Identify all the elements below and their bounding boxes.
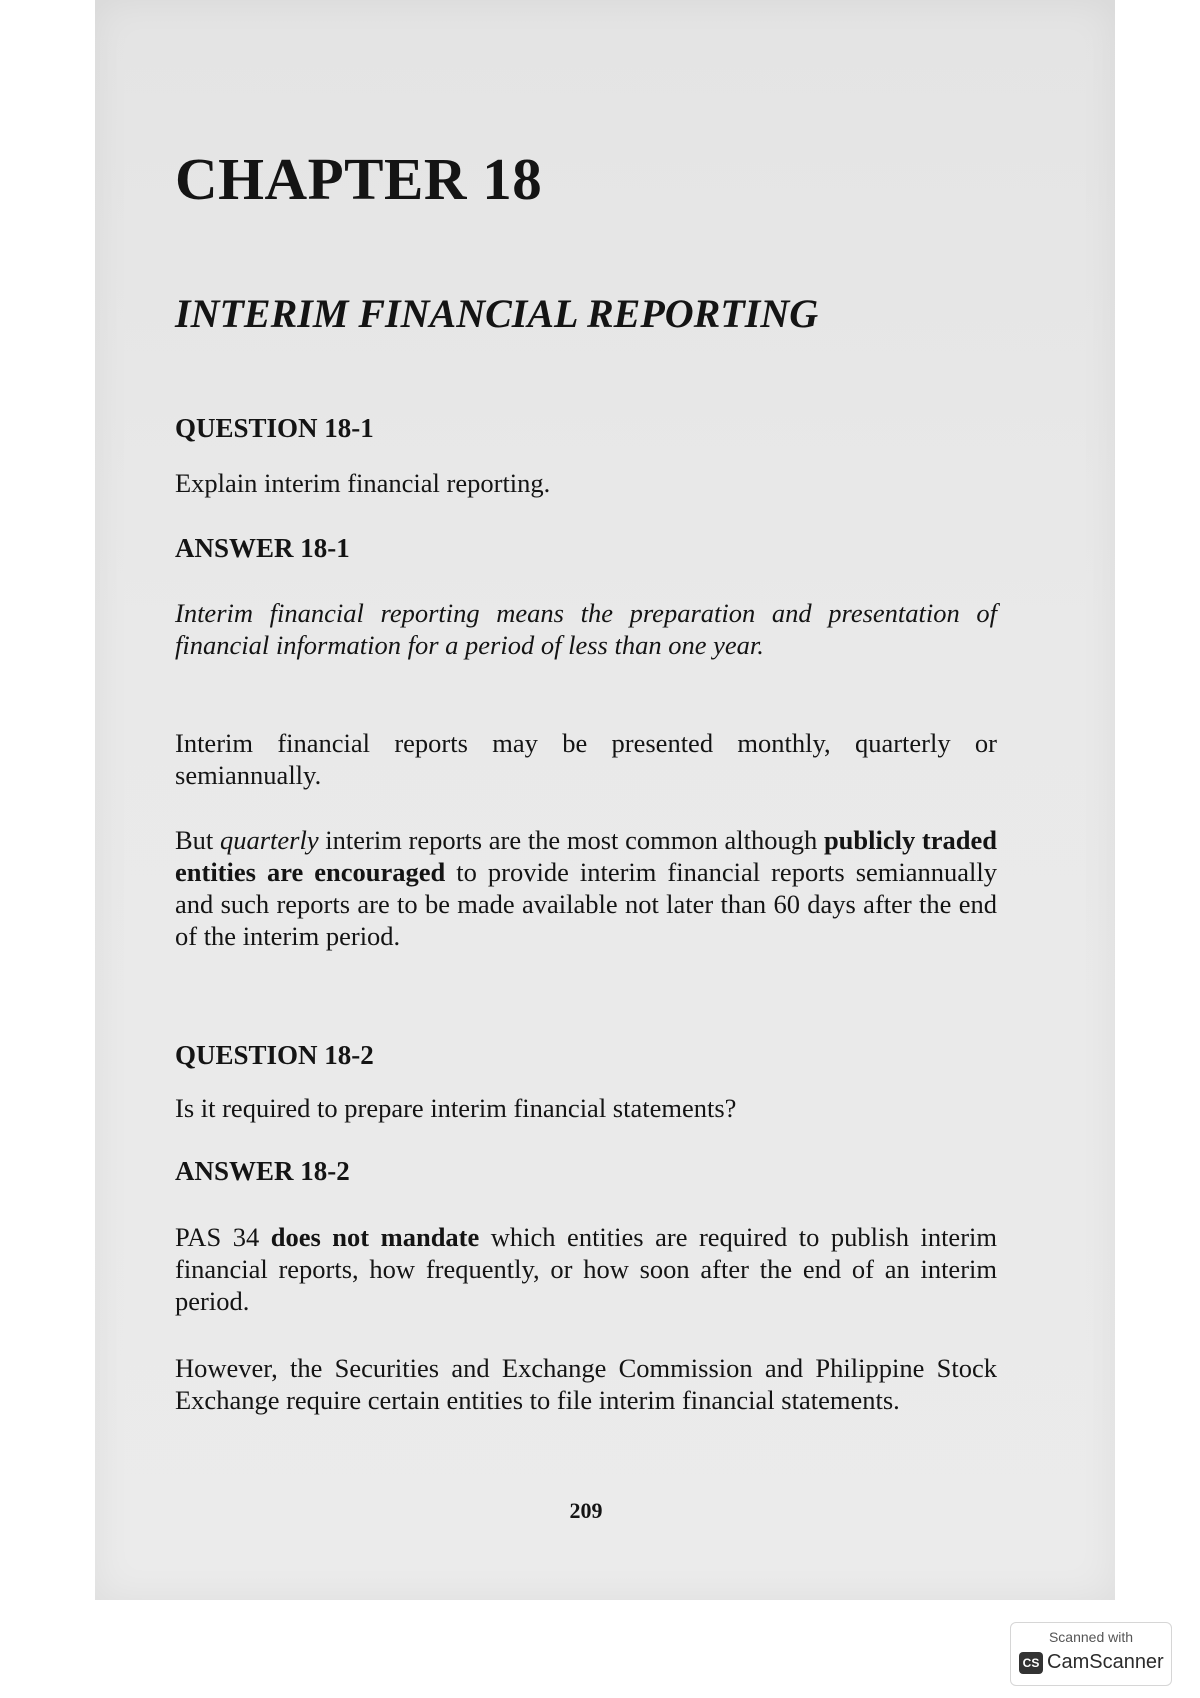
text-run: which entities are required to publish interim financial reports, how frequently, or how soon after the end of an interim period. (175, 1222, 997, 1316)
question-18-1-heading: QUESTION 18-1 (175, 413, 374, 443)
answer-18-2-heading: ANSWER 18-2 (175, 1156, 350, 1186)
answer-18-2-sec-paragraph: However, the Securities and Exchange Commission and Philippine Stock Exchange require certain entities to file interim financial statements. (175, 1353, 997, 1415)
text-run: to provide interim financial reports semiannually and such reports are to be made available not later than 60 days after the end of the interim period. (175, 857, 997, 951)
answer-18-1-heading: ANSWER 18-1 (175, 533, 350, 563)
question-18-1-text: Explain interim financial reporting. (175, 468, 551, 498)
text-run: interim reports are the most common although (318, 825, 824, 855)
scanned-page (95, 0, 1115, 1600)
text-run: PAS 34 (175, 1222, 271, 1252)
answer-18-1-definition: Interim financial reporting means the preparation and presentation of financial information for a period of less than one year. (175, 598, 997, 660)
camscanner-name: CamScanner (1047, 1651, 1164, 1673)
chapter-title: CHAPTER 18 (175, 146, 543, 212)
emphasis-quarterly: quarterly (219, 825, 319, 855)
chapter-subtitle: INTERIM FINANCIAL REPORTING (175, 291, 819, 336)
emphasis-does-not-mandate: does not mandate (270, 1222, 480, 1252)
text-run: But (175, 825, 220, 855)
answer-18-2-pas34-paragraph (175, 1221, 997, 1317)
question-18-2-heading: QUESTION 18-2 (175, 1040, 374, 1070)
camscanner-logo-icon: CS (1019, 1652, 1043, 1674)
question-18-2-text: Is it required to prepare interim financial statements? (175, 1093, 737, 1123)
camscanner-brand (1019, 1651, 1164, 1674)
scanned-with-label: Scanned with (1048, 1629, 1134, 1645)
camscanner-badge (1010, 1622, 1172, 1686)
emphasis-publicly-traded: publicly traded entities are encouraged (175, 825, 998, 887)
answer-18-1-frequency: Interim financial reports may be presented monthly, quarterly or semiannually. (175, 728, 997, 790)
page-number: 209 (569, 1498, 603, 1523)
answer-18-1-quarterly-paragraph (175, 824, 997, 952)
